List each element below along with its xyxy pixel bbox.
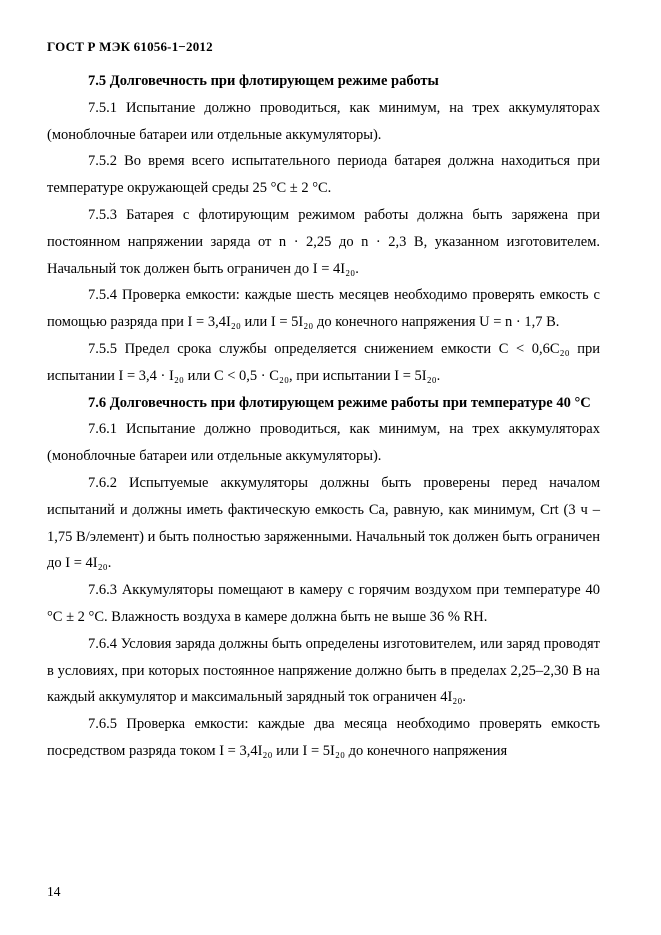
paragraph-7-6-2: 7.6.2 Испытуемые аккумуляторы должны быть проверены перед началом испытаний и должны иметь фактическую емкость Ca, равную, как минимум, Crt (3 ч – 1,75 В/элемент) и быть полностью заряженными. Начальный ток должен быть ограничен до I = 4I₂₀. (47, 474, 600, 572)
paragraph-7-5-5: 7.5.5 Предел срока службы определяется снижением емкости C < 0,6C₂₀ при испытании I = 3,4 · I₂₀ или C < 0,5 · C₂₀, при испытании I = 5I₂₀. (47, 340, 600, 384)
paragraph-7-5-3: 7.5.3 Батарея с флотирующим режимом работы должна быть заряжена при постоянном напряжении заряда от n · 2,25 до n · 2,3 В, указанном изготовителем. Начальный ток должен быть ограничен до I = 4I₂₀. (47, 206, 600, 277)
section-heading-7-6: 7.6 Долговечность при флотирующем режиме работы при температуре 40 °С (88, 394, 591, 411)
paragraph-7-5-2: 7.5.2 Во время всего испытательного периода батарея должна находиться при температуре окружающей среды 25 °С ± 2 °С. (47, 153, 600, 197)
section-heading-7-5: 7.5 Долговечность при флотирующем режиме работы (88, 73, 439, 89)
paragraph-7-5-4: 7.5.4 Проверка емкости: каждые шесть месяцев необходимо проверять емкость с помощью разряда при I = 3,4I₂₀ или I = 5I₂₀ до конечного напряжения U = n · 1,7 В. (47, 287, 600, 331)
paragraph-7-5-1: 7.5.1 Испытание должно проводиться, как минимум, на трех аккумуляторах (моноблочные батареи или отдельные аккумуляторы). (47, 99, 600, 143)
paragraph-7-6-1: 7.6.1 Испытание должно проводиться, как минимум, на трех аккумуляторах (моноблочные батареи или отдельные аккумуляторы). (47, 421, 600, 465)
paragraph-7-6-4: 7.6.4 Условия заряда должны быть определены изготовителем, или заряд проводят в условиях, при которых постоянное напряжение должно быть в пределах 2,25–2,30 В на каждый аккумулятор и максимальный зарядный ток ограничен 4I₂₀. (47, 635, 600, 706)
paragraph-7-6-5: 7.6.5 Проверка емкости: каждые два месяца необходимо проверять емкость посредством разряда током I = 3,4I₂₀ или I = 5I₂₀ до конечного напряжения (47, 716, 600, 759)
page-number: 14 (47, 884, 61, 899)
page-body (47, 68, 600, 765)
document-code-header: ГОСТ Р МЭК 61056-1−2012 (47, 39, 213, 54)
paragraph-7-6-3: 7.6.3 Аккумуляторы помещают в камеру с горячим воздухом при температуре 40 °С ± 2 °С. Влажность воздуха в камере должна быть не выше 36 % RH. (47, 582, 600, 625)
